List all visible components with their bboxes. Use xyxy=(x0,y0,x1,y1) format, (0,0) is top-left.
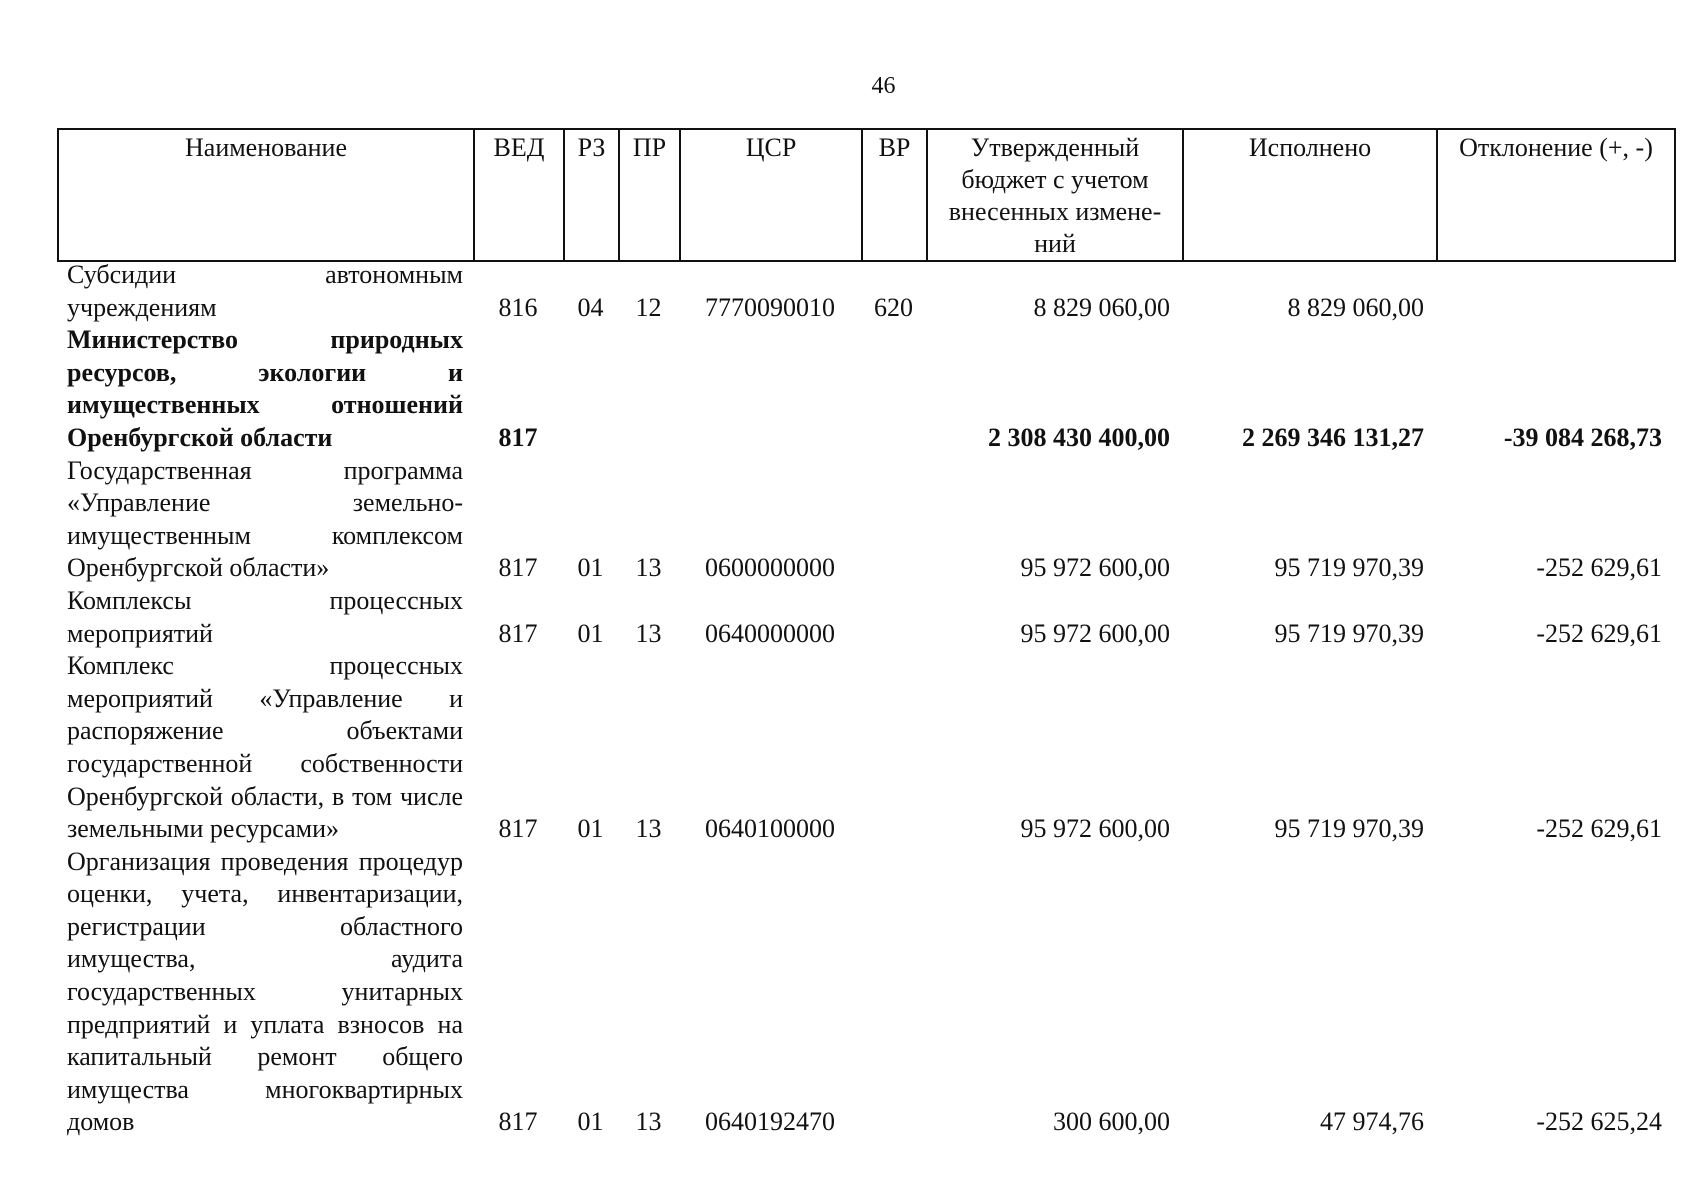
row-vr xyxy=(861,846,926,1139)
row-ved: 817 xyxy=(498,553,538,583)
row-approved: 2 308 430 400,00 xyxy=(988,422,1170,452)
row-name: Комплексы процессных мероприятий xyxy=(67,585,463,648)
row-executed: 95 719 970,39 xyxy=(1274,618,1424,648)
row-pr xyxy=(618,324,679,454)
row-csr: 7770090010 xyxy=(705,292,835,322)
row-csr: 0640100000 xyxy=(705,814,835,844)
row-executed: 47 974,76 xyxy=(1320,1107,1424,1137)
row-ved: 816 xyxy=(498,292,538,322)
column-header-rz: РЗ xyxy=(564,129,619,261)
row-executed: 95 719 970,39 xyxy=(1274,814,1424,844)
row-csr: 0600000000 xyxy=(705,553,835,583)
budget-table xyxy=(57,259,1674,1139)
row-rz: 01 xyxy=(577,553,604,583)
table-row xyxy=(57,455,1674,585)
row-pr: 13 xyxy=(635,553,662,583)
table-row xyxy=(57,585,1674,650)
table-row xyxy=(57,650,1674,846)
row-name: Субсидии автономным учреждениям xyxy=(67,260,463,322)
table-header xyxy=(57,128,1676,262)
table-row xyxy=(57,324,1674,454)
column-header-executed: Исполнено xyxy=(1183,129,1437,261)
row-deviation: -252 625,24 xyxy=(1536,1107,1662,1137)
column-header-vr: ВР xyxy=(862,129,927,261)
page-number: 46 xyxy=(871,73,896,99)
row-rz: 01 xyxy=(577,814,604,844)
table-row xyxy=(57,259,1674,324)
row-ved: 817 xyxy=(498,1107,538,1137)
row-pr: 12 xyxy=(635,292,662,322)
row-deviation: -39 084 268,73 xyxy=(1503,422,1662,452)
row-rz: 04 xyxy=(577,292,604,322)
column-header-name: Наименование xyxy=(58,129,474,261)
row-executed: 2 269 346 131,27 xyxy=(1242,422,1424,452)
row-csr xyxy=(679,324,861,454)
row-pr: 13 xyxy=(635,618,662,648)
row-executed: 8 829 060,00 xyxy=(1287,292,1424,322)
row-approved: 95 972 600,00 xyxy=(1020,814,1170,844)
row-name: Комплекс процессных мероприятий «Управление и распоряжение объектами государственной собственности Оренбургской области, в том числе земельными ресурсами» xyxy=(67,651,463,844)
row-vr xyxy=(861,324,926,454)
column-header-pr: ПР xyxy=(619,129,680,261)
row-ved: 817 xyxy=(498,618,538,648)
row-deviation: -252 629,61 xyxy=(1536,618,1662,648)
row-rz xyxy=(563,324,618,454)
row-deviation xyxy=(1436,259,1674,324)
row-executed: 95 719 970,39 xyxy=(1274,553,1424,583)
row-approved: 95 972 600,00 xyxy=(1020,553,1170,583)
row-deviation: -252 629,61 xyxy=(1536,553,1662,583)
row-name: Государственная программа «Управление земельно-имущественным комплексом Оренбургской области» xyxy=(67,455,463,583)
column-header-approved: Утвержденный бюджет с учетом внесенных измене-ний xyxy=(927,129,1183,261)
row-name: Организация проведения процедур оценки, учета, инвентаризации, регистрации областного имущества, аудита государственных унитарных предприятий и уплата взносов на капитальный ремонт общего имущества многоквартирных домов xyxy=(67,846,463,1137)
row-vr xyxy=(861,650,926,846)
row-approved: 300 600,00 xyxy=(1053,1107,1170,1137)
row-approved: 95 972 600,00 xyxy=(1020,618,1170,648)
column-header-csr: ЦСР xyxy=(680,129,862,261)
table-row xyxy=(57,846,1674,1139)
row-rz: 01 xyxy=(577,618,604,648)
column-header-deviation: Отклонение (+, -) xyxy=(1437,129,1675,261)
column-header-ved: ВЕД xyxy=(474,129,564,261)
row-vr: 620 xyxy=(874,292,913,322)
row-csr: 0640000000 xyxy=(705,618,835,648)
row-vr xyxy=(861,585,926,650)
row-name: Министерство природных ресурсов, экологии и имущественных отношений Оренбургской области xyxy=(67,325,463,452)
row-pr: 13 xyxy=(635,1107,662,1137)
row-csr: 0640192470 xyxy=(705,1107,835,1137)
row-ved: 817 xyxy=(498,422,538,452)
row-deviation: -252 629,61 xyxy=(1536,814,1662,844)
row-ved: 817 xyxy=(498,814,538,844)
row-pr: 13 xyxy=(635,814,662,844)
row-rz: 01 xyxy=(577,1107,604,1137)
row-approved: 8 829 060,00 xyxy=(1033,292,1170,322)
row-vr xyxy=(861,455,926,585)
